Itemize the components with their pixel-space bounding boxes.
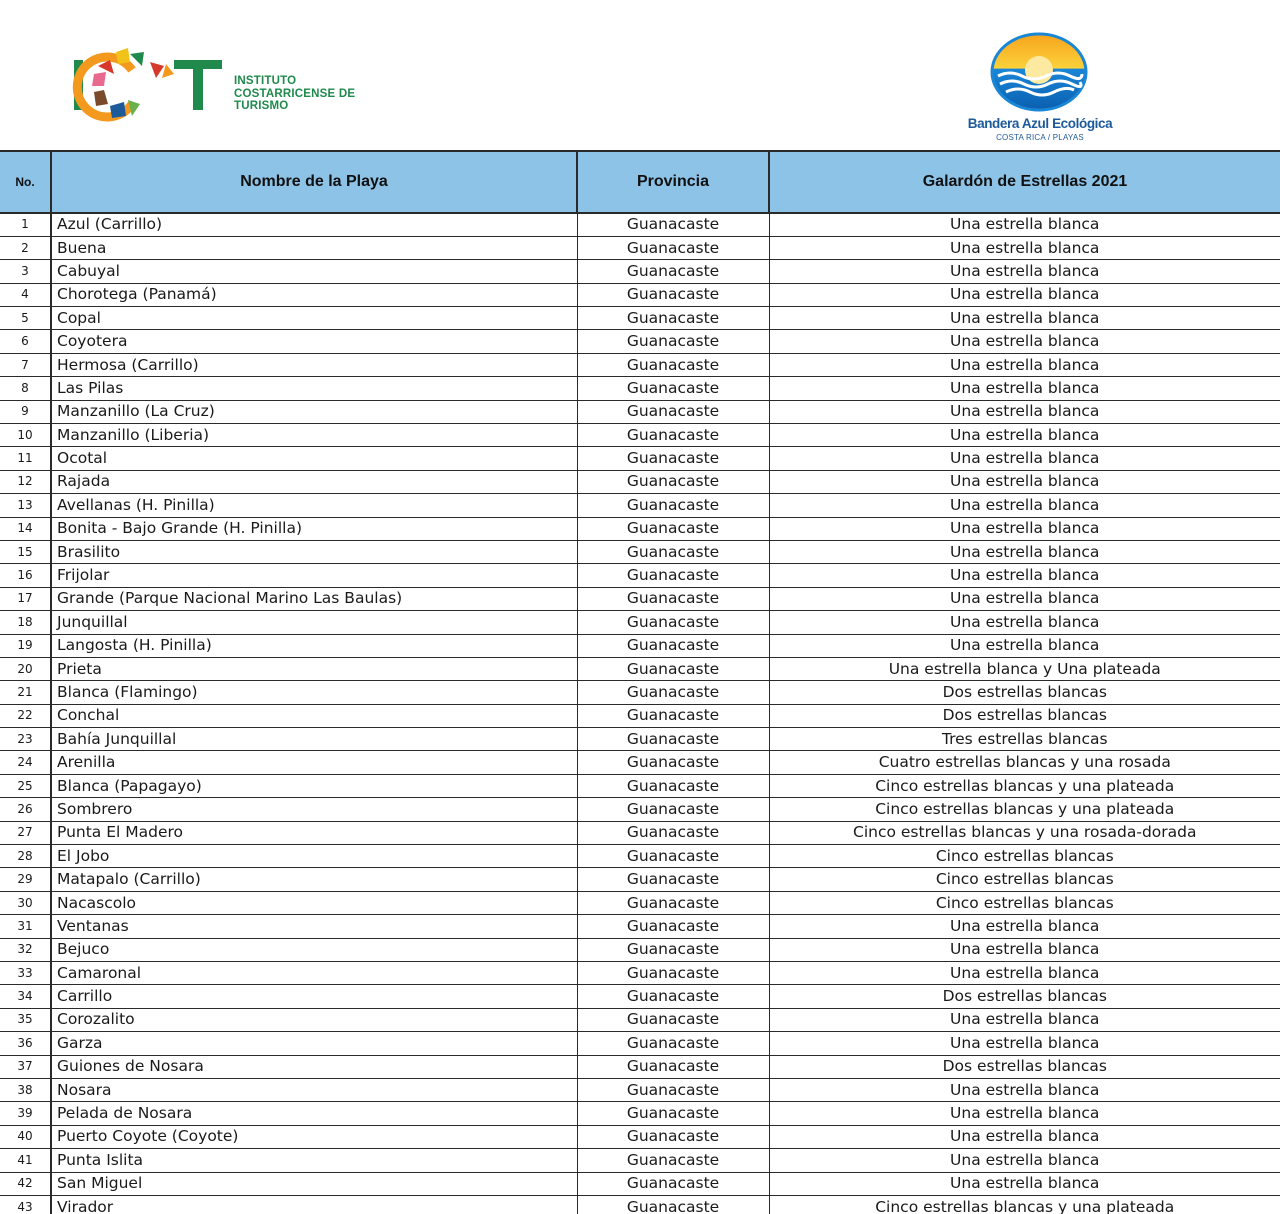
cell-no: 16 (0, 564, 51, 587)
table-row (0, 891, 1280, 914)
cell-beach-name: Bejuco (51, 938, 577, 961)
cell-award: Cinco estrellas blancas y una rosada-dorada (769, 821, 1280, 844)
cell-province: Guanacaste (577, 681, 769, 704)
table-row (0, 938, 1280, 961)
cell-no: 19 (0, 634, 51, 657)
table-row (0, 845, 1280, 868)
cell-province: Guanacaste (577, 751, 769, 774)
cell-no: 36 (0, 1032, 51, 1055)
cell-award: Cinco estrellas blancas y una plateada (769, 1195, 1280, 1214)
cell-no: 26 (0, 798, 51, 821)
table-row (0, 470, 1280, 493)
table-row (0, 213, 1280, 236)
cell-no: 30 (0, 891, 51, 914)
cell-province: Guanacaste (577, 540, 769, 563)
cell-award: Una estrella blanca (769, 307, 1280, 330)
bandera-azul-emblem-icon (990, 32, 1088, 112)
table-row (0, 1078, 1280, 1101)
column-header-name: Nombre de la Playa (51, 151, 577, 213)
cell-award: Cinco estrellas blancas (769, 868, 1280, 891)
cell-award: Una estrella blanca (769, 330, 1280, 353)
cell-province: Guanacaste (577, 774, 769, 797)
cell-award: Una estrella blanca (769, 400, 1280, 423)
table-body (0, 213, 1280, 1214)
cell-beach-name: Nacascolo (51, 891, 577, 914)
table-row (0, 774, 1280, 797)
cell-award: Tres estrellas blancas (769, 728, 1280, 751)
cell-beach-name: Azul (Carrillo) (51, 213, 577, 236)
cell-no: 37 (0, 1055, 51, 1078)
cell-beach-name: Prieta (51, 657, 577, 680)
cell-award: Una estrella blanca (769, 1125, 1280, 1148)
cell-award: Una estrella blanca (769, 587, 1280, 610)
column-header-province: Provincia (577, 151, 769, 213)
cell-no: 24 (0, 751, 51, 774)
cell-province: Guanacaste (577, 611, 769, 634)
cell-province: Guanacaste (577, 377, 769, 400)
cell-beach-name: Grande (Parque Nacional Marino Las Baulas) (51, 587, 577, 610)
cell-no: 32 (0, 938, 51, 961)
table-row (0, 821, 1280, 844)
table-row (0, 236, 1280, 259)
cell-award: Una estrella blanca (769, 540, 1280, 563)
ict-logo-text (234, 75, 355, 113)
cell-award: Dos estrellas blancas (769, 985, 1280, 1008)
cell-no: 41 (0, 1149, 51, 1172)
cell-no: 27 (0, 821, 51, 844)
cell-no: 9 (0, 400, 51, 423)
cell-award: Una estrella blanca (769, 213, 1280, 236)
cell-no: 3 (0, 260, 51, 283)
cell-award: Dos estrellas blancas (769, 704, 1280, 727)
cell-beach-name: Blanca (Flamingo) (51, 681, 577, 704)
cell-beach-name: El Jobo (51, 845, 577, 868)
cell-province: Guanacaste (577, 938, 769, 961)
table-row (0, 447, 1280, 470)
table-row (0, 634, 1280, 657)
cell-province: Guanacaste (577, 845, 769, 868)
cell-award: Una estrella blanca y Una plateada (769, 657, 1280, 680)
cell-province: Guanacaste (577, 798, 769, 821)
cell-province: Guanacaste (577, 260, 769, 283)
cell-no: 29 (0, 868, 51, 891)
cell-beach-name: Coyotera (51, 330, 577, 353)
ict-logo-icon (70, 44, 230, 124)
cell-award: Una estrella blanca (769, 424, 1280, 447)
cell-beach-name: Junquillal (51, 611, 577, 634)
cell-award: Una estrella blanca (769, 517, 1280, 540)
table-row (0, 260, 1280, 283)
cell-no: 7 (0, 353, 51, 376)
cell-province: Guanacaste (577, 962, 769, 985)
cell-no: 43 (0, 1195, 51, 1214)
cell-beach-name: Punta Islita (51, 1149, 577, 1172)
cell-award: Una estrella blanca (769, 938, 1280, 961)
cell-no: 20 (0, 657, 51, 680)
table-row (0, 283, 1280, 306)
cell-beach-name: Cabuyal (51, 260, 577, 283)
cell-no: 13 (0, 494, 51, 517)
cell-award: Una estrella blanca (769, 1149, 1280, 1172)
cell-province: Guanacaste (577, 821, 769, 844)
cell-beach-name: Rajada (51, 470, 577, 493)
cell-award: Cinco estrellas blancas y una plateada (769, 774, 1280, 797)
table-row (0, 798, 1280, 821)
cell-province: Guanacaste (577, 564, 769, 587)
ict-logo-line: TURISMO (234, 100, 289, 112)
cell-award: Una estrella blanca (769, 962, 1280, 985)
table-row (0, 540, 1280, 563)
table-row (0, 751, 1280, 774)
cell-province: Guanacaste (577, 704, 769, 727)
cell-no: 21 (0, 681, 51, 704)
cell-province: Guanacaste (577, 985, 769, 1008)
cell-beach-name: Frijolar (51, 564, 577, 587)
table-row (0, 330, 1280, 353)
cell-beach-name: Corozalito (51, 1008, 577, 1031)
table-row (0, 587, 1280, 610)
cell-beach-name: Ventanas (51, 915, 577, 938)
cell-no: 35 (0, 1008, 51, 1031)
cell-province: Guanacaste (577, 307, 769, 330)
cell-award: Una estrella blanca (769, 494, 1280, 517)
cell-award: Una estrella blanca (769, 915, 1280, 938)
cell-award: Una estrella blanca (769, 283, 1280, 306)
table-row (0, 868, 1280, 891)
cell-beach-name: Hermosa (Carrillo) (51, 353, 577, 376)
cell-no: 40 (0, 1125, 51, 1148)
cell-beach-name: Guiones de Nosara (51, 1055, 577, 1078)
table-row (0, 681, 1280, 704)
cell-province: Guanacaste (577, 283, 769, 306)
cell-no: 8 (0, 377, 51, 400)
cell-province: Guanacaste (577, 517, 769, 540)
cell-beach-name: Nosara (51, 1078, 577, 1101)
cell-no: 42 (0, 1172, 51, 1195)
cell-province: Guanacaste (577, 447, 769, 470)
cell-award: Una estrella blanca (769, 634, 1280, 657)
cell-award: Una estrella blanca (769, 564, 1280, 587)
cell-award: Cuatro estrellas blancas y una rosada (769, 751, 1280, 774)
cell-beach-name: Pelada de Nosara (51, 1102, 577, 1125)
cell-province: Guanacaste (577, 1078, 769, 1101)
cell-beach-name: Camaronal (51, 962, 577, 985)
cell-province: Guanacaste (577, 213, 769, 236)
cell-award: Dos estrellas blancas (769, 681, 1280, 704)
cell-province: Guanacaste (577, 657, 769, 680)
cell-beach-name: Buena (51, 236, 577, 259)
cell-province: Guanacaste (577, 1172, 769, 1195)
table-row (0, 985, 1280, 1008)
cell-no: 23 (0, 728, 51, 751)
cell-province: Guanacaste (577, 236, 769, 259)
bandera-azul-subtitle: COSTA RICA / PLAYAS (996, 133, 1084, 142)
cell-beach-name: Matapalo (Carrillo) (51, 868, 577, 891)
cell-province: Guanacaste (577, 1195, 769, 1214)
cell-award: Una estrella blanca (769, 470, 1280, 493)
cell-province: Guanacaste (577, 1032, 769, 1055)
table-row (0, 1125, 1280, 1148)
table-row (0, 657, 1280, 680)
cell-province: Guanacaste (577, 1102, 769, 1125)
cell-no: 25 (0, 774, 51, 797)
table-row (0, 1195, 1280, 1214)
cell-province: Guanacaste (577, 728, 769, 751)
table-row (0, 400, 1280, 423)
cell-beach-name: Manzanillo (La Cruz) (51, 400, 577, 423)
cell-no: 28 (0, 845, 51, 868)
cell-no: 17 (0, 587, 51, 610)
table-row (0, 611, 1280, 634)
table-header-row (0, 151, 1280, 213)
table-row (0, 307, 1280, 330)
cell-award: Una estrella blanca (769, 1102, 1280, 1125)
column-header-no: No. (0, 151, 51, 213)
cell-award: Una estrella blanca (769, 1172, 1280, 1195)
cell-beach-name: Chorotega (Panamá) (51, 283, 577, 306)
beaches-table (0, 150, 1280, 1214)
cell-province: Guanacaste (577, 634, 769, 657)
cell-no: 15 (0, 540, 51, 563)
cell-award: Una estrella blanca (769, 1078, 1280, 1101)
cell-no: 31 (0, 915, 51, 938)
table-row (0, 1149, 1280, 1172)
cell-no: 10 (0, 424, 51, 447)
cell-beach-name: Avellanas (H. Pinilla) (51, 494, 577, 517)
table-row (0, 915, 1280, 938)
cell-beach-name: Conchal (51, 704, 577, 727)
cell-award: Una estrella blanca (769, 260, 1280, 283)
cell-beach-name: Arenilla (51, 751, 577, 774)
cell-beach-name: Copal (51, 307, 577, 330)
cell-no: 18 (0, 611, 51, 634)
cell-award: Una estrella blanca (769, 377, 1280, 400)
cell-award: Una estrella blanca (769, 353, 1280, 376)
cell-no: 38 (0, 1078, 51, 1101)
cell-beach-name: Langosta (H. Pinilla) (51, 634, 577, 657)
table-row (0, 1055, 1280, 1078)
cell-award: Una estrella blanca (769, 1032, 1280, 1055)
cell-no: 14 (0, 517, 51, 540)
cell-beach-name: Ocotal (51, 447, 577, 470)
cell-province: Guanacaste (577, 1008, 769, 1031)
cell-province: Guanacaste (577, 330, 769, 353)
cell-award: Cinco estrellas blancas y una plateada (769, 798, 1280, 821)
table-row (0, 353, 1280, 376)
cell-award: Cinco estrellas blancas (769, 891, 1280, 914)
cell-province: Guanacaste (577, 1125, 769, 1148)
cell-award: Una estrella blanca (769, 611, 1280, 634)
cell-award: Una estrella blanca (769, 447, 1280, 470)
cell-province: Guanacaste (577, 353, 769, 376)
cell-beach-name: Brasilito (51, 540, 577, 563)
cell-province: Guanacaste (577, 868, 769, 891)
table-row (0, 704, 1280, 727)
cell-no: 1 (0, 213, 51, 236)
table-row (0, 424, 1280, 447)
cell-province: Guanacaste (577, 400, 769, 423)
column-header-award: Galardón de Estrellas 2021 (769, 151, 1280, 213)
table-row (0, 1008, 1280, 1031)
table-row (0, 962, 1280, 985)
cell-award: Una estrella blanca (769, 236, 1280, 259)
ict-logo (70, 44, 370, 124)
cell-province: Guanacaste (577, 470, 769, 493)
cell-beach-name: Blanca (Papagayo) (51, 774, 577, 797)
table-row (0, 564, 1280, 587)
cell-award: Una estrella blanca (769, 1008, 1280, 1031)
table-row (0, 728, 1280, 751)
table-row (0, 517, 1280, 540)
cell-no: 22 (0, 704, 51, 727)
cell-province: Guanacaste (577, 494, 769, 517)
cell-province: Guanacaste (577, 915, 769, 938)
cell-no: 12 (0, 470, 51, 493)
cell-no: 39 (0, 1102, 51, 1125)
cell-beach-name: Carrillo (51, 985, 577, 1008)
cell-no: 2 (0, 236, 51, 259)
cell-no: 6 (0, 330, 51, 353)
cell-beach-name: Garza (51, 1032, 577, 1055)
cell-province: Guanacaste (577, 1149, 769, 1172)
bandera-azul-logo (960, 32, 1120, 148)
cell-province: Guanacaste (577, 891, 769, 914)
cell-beach-name: Manzanillo (Liberia) (51, 424, 577, 447)
cell-province: Guanacaste (577, 587, 769, 610)
cell-no: 11 (0, 447, 51, 470)
cell-beach-name: Bonita - Bajo Grande (H. Pinilla) (51, 517, 577, 540)
cell-province: Guanacaste (577, 1055, 769, 1078)
cell-beach-name: San Miguel (51, 1172, 577, 1195)
table-row (0, 1172, 1280, 1195)
cell-award: Cinco estrellas blancas (769, 845, 1280, 868)
cell-province: Guanacaste (577, 424, 769, 447)
cell-beach-name: Punta El Madero (51, 821, 577, 844)
cell-beach-name: Sombrero (51, 798, 577, 821)
cell-beach-name: Las Pilas (51, 377, 577, 400)
cell-beach-name: Virador (51, 1195, 577, 1214)
document-header (0, 0, 1280, 150)
cell-no: 34 (0, 985, 51, 1008)
table-row (0, 1032, 1280, 1055)
cell-no: 33 (0, 962, 51, 985)
table-row (0, 377, 1280, 400)
cell-award: Dos estrellas blancas (769, 1055, 1280, 1078)
table-row (0, 1102, 1280, 1125)
cell-no: 5 (0, 307, 51, 330)
cell-no: 4 (0, 283, 51, 306)
bandera-azul-name: Bandera Azul Ecológica (967, 116, 1113, 131)
ict-logo-line: INSTITUTO (234, 75, 297, 87)
table-row (0, 494, 1280, 517)
cell-beach-name: Puerto Coyote (Coyote) (51, 1125, 577, 1148)
cell-beach-name: Bahía Junquillal (51, 728, 577, 751)
ict-logo-line: COSTARRICENSE DE (234, 87, 356, 100)
